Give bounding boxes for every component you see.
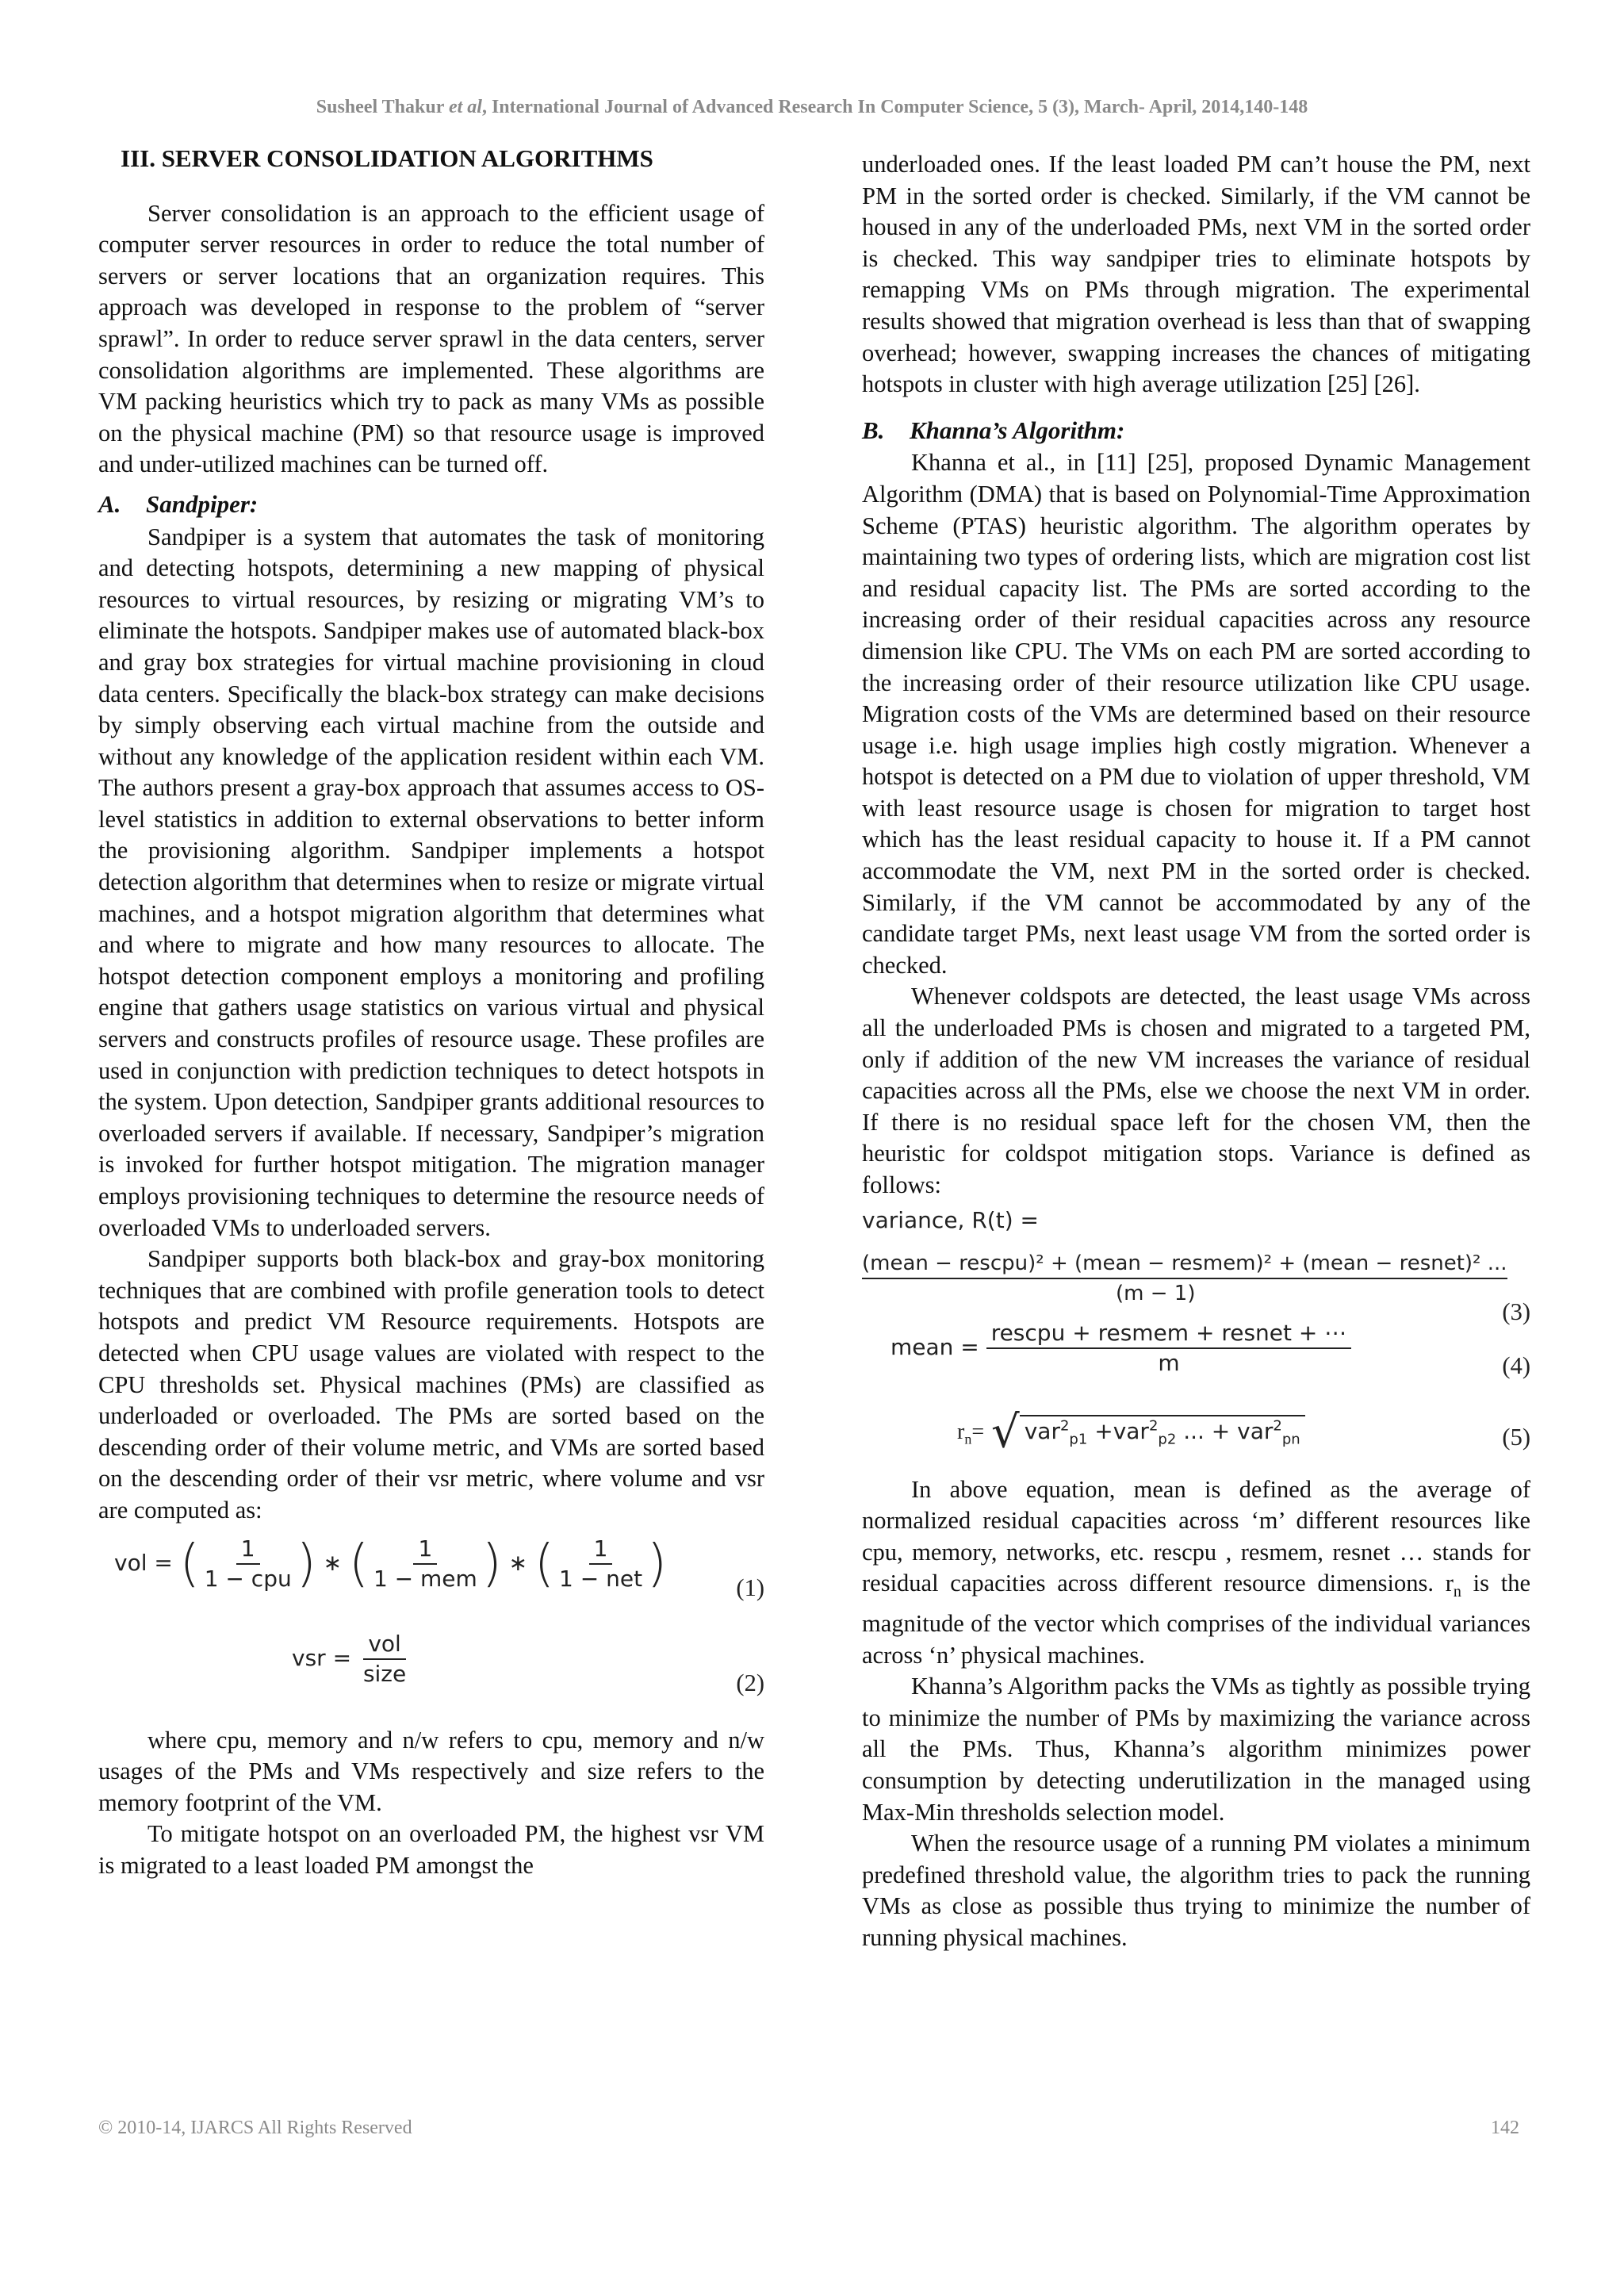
- eq5-number: (5): [1502, 1423, 1530, 1451]
- eq1-op1: ∗: [323, 1549, 343, 1576]
- footer-page-number: 142: [1491, 2118, 1519, 2138]
- header-etal: et al: [448, 97, 482, 117]
- paragraph-sandpiper-1: Sandpiper is a system that automates the task of monitoring and detecting hotspots, determining a new mapping of physical resources to virtual resources, by resizing or migrating VM’s to eliminate the hotspots. Sandpiper makes use of automated black-box and gray box strategies for virtual machine provisioning in cloud data centers. Specifically the black-box strategy can make decisions by simply observing each virtual machine from the outside and without any knowledge of the application resident within each VM. The authors present a gray-box approach that assumes access to OS-level statistics in addition to external observations to better inform the provisioning algorithm. Sandpiper implements a hotspot detection algorithm that determines when to resize or migrate virtual machines, and a hotspot migration algorithm that determines what and where to migrate and how many resources to allocate. The hotspot detection component employs a monitoring and profiling engine that gathers usage statistics on various virtual and physical servers and constructs profiles of resource usage. These profiles are used in conjunction with prediction techniques to detect hotspots in the system. Upon detection, Sandpiper grants additional resources to overloaded servers if available. If necessary, Sandpiper’s migration is invoked for further hotspot mitigation. The migration manager employs provisioning techniques to determine the resource needs of overloaded VMs to underloaded servers.: [98, 523, 764, 1241]
- paragraph-mitigate: To mitigate hotspot on an overloaded PM, the highest vsr VM is migrated to a least loaded PM amongst the: [98, 1820, 764, 1879]
- eq4-number: (4): [1502, 1351, 1530, 1379]
- footer-copyright: © 2010-14, IJARCS All Rights Reserved: [98, 2118, 412, 2138]
- eq1-num1: 1: [236, 1535, 260, 1565]
- subsection-b-title: Khanna’s Algorithm:: [910, 416, 1125, 444]
- equation-2: [98, 1630, 764, 1709]
- paragraph-above-equation: In above equation, mean is defined as the average of normalized residual capacities across ‘m’ different resources like cpu, memory, networks, etc. rescpu , resmem, resnet … stands for residual capacities across different resource dimensions. $r_n$ is the magnitude of the vector which comprises of the individual variances across ‘n’ physical machines.: [862, 1475, 1530, 1669]
- eq3-denominator: (m − 1): [1116, 1281, 1196, 1305]
- paragraph-intro: Server consolidation is an approach to the efficient usage of computer server resources in order to reduce the total number of servers or server locations that an organization requires. This approach was developed in response to the problem of “server sprawl”. In order to reduce server sprawl in the data centers, server consolidation algorithms are implemented. These algorithms are VM packing heuristics which try to pack as many VMs as possible on the physical machine (PM) so that resource usage is improved and under-utilized machines can be turned off.: [98, 199, 764, 478]
- equation-4: [862, 1319, 1530, 1390]
- eq1-den3: 1 − net: [559, 1565, 643, 1592]
- paragraph-where: where cpu, memory and n/w refers to cpu, memory and n/w usages of the PMs and VMs respectively and size refers to the memory footprint of the VM.: [98, 1726, 764, 1816]
- subsection-b-letter: B.: [862, 416, 885, 444]
- paragraph-continued: underloaded ones. If the least loaded PM can’t house the PM, next PM in the sorted order is checked. Similarly, if the VM cannot be housed in any of the underloaded PMs, next VM in the sorted order is checked. This way sandpiper tries to eliminate hotspots by remapping VMs on PMs through migration. The experimental results showed that migration overhead is less than that of swapping overhead; however, swapping increases the chances of mitigating hotspots in cluster with high average utilization [25] [26].: [862, 151, 1530, 398]
- eq4-num: rescpu + resmem + resnet + ⋯: [986, 1319, 1352, 1349]
- eq5-lhs: $r_n=$: [957, 1419, 985, 1447]
- eq1-den2: 1 − mem: [373, 1565, 477, 1592]
- subsection-a-title: Sandpiper:: [146, 489, 259, 518]
- eq5-sqrt: √ var$^2_{p1}$ +var$^2_{p2}$ ... + var$^2_{pn}$: [991, 1411, 1305, 1456]
- equation-3: [862, 1206, 1530, 1325]
- eq4-lhs: mean =: [891, 1333, 979, 1360]
- eq3-numerator: (mean − rescpu)² + (mean − resmem)² + (mean − resnet)² ...: [862, 1249, 1507, 1279]
- eq3-lhs: variance, R(t) =: [862, 1206, 1039, 1233]
- eq1-num3: 1: [589, 1535, 613, 1565]
- subsection-a-heading: [98, 489, 764, 520]
- left-column: [98, 143, 764, 1882]
- eq3-number: (3): [1502, 1297, 1530, 1325]
- paragraph-sandpiper-2: Sandpiper supports both black-box and gray-box monitoring techniques that are combined with profile generation tools to detect hotspots and predict VM Resource requirements. Hotspots are detected when CPU usage values are violated with respect to the CPU thresholds set. Physical machines (PMs) are classified as underloaded or overloaded. The PMs are sorted based on the descending order of their volume metric, and VMs are sorted based on the descending order of their vsr metric, where volume and vsr are computed as:: [98, 1245, 764, 1524]
- right-column: [862, 149, 1530, 1954]
- eq1-den1: 1 − cpu: [204, 1565, 292, 1592]
- paragraph-khanna-2: Whenever coldspots are detected, the least usage VMs across all the underloaded PMs is chosen and migrated to a targeted PM, only if addition of the new VM increases the variance of residual capacities across all the PMs, else we choose the next VM in order. If there is no residual space left for the chosen VM, then the heuristic for coldspot mitigation stops. Variance is defined as follows:: [862, 983, 1530, 1198]
- eq1-num2: 1: [413, 1535, 437, 1565]
- header-journal: , International Journal of Advanced Research In Computer Science, 5 (3), March- April, 2014,140-148: [481, 97, 1308, 117]
- header-author: Susheel Thakur: [316, 97, 444, 117]
- equation-5: [862, 1405, 1530, 1474]
- eq1-op2: ∗: [508, 1549, 528, 1576]
- eq2-den: size: [362, 1660, 407, 1687]
- running-header: [0, 97, 1624, 118]
- eq1-number: (1): [736, 1573, 764, 1601]
- subsection-b-heading: [862, 415, 1530, 447]
- eq4-den: m: [1158, 1349, 1180, 1376]
- subsection-a-letter: A.: [98, 489, 121, 518]
- paragraph-khanna-4: When the resource usage of a running PM violates a minimum predefined threshold value, the algorithm tries to pack the running VMs as close as possible thus trying to minimize the number of running physical machines.: [862, 1830, 1530, 1951]
- eq1-lhs: vol =: [114, 1549, 173, 1576]
- equation-1: vol = ( $\frac{1}{\text{1 − cpu}}$ ) ∗ ( $\frac{1}{\text{1 − mem}}$ ) ∗ ( $\frac{1}{\text{1 − net}}$ ) (1): [114, 1535, 764, 1614]
- eq2-lhs: vsr =: [292, 1644, 352, 1671]
- paragraph-khanna-1: Khanna et al., in [11] [25], proposed Dynamic Management Algorithm (DMA) that is based on Polynomial-Time Approximation Scheme (PTAS) heuristic algorithm. The algorithm operates by maintaining two types of ordering lists, which are migration cost list and residual capacity list. The PMs are sorted according to the increasing order of their residual capacities across any resource dimension like CPU. The VMs on each PM are sorted according to the increasing order of their resource utilization like CPU usage. Migration costs of the VMs are determined based on their resource usage i.e. high usage implies high costly migration. Whenever a hotspot is detected on a PM due to violation of upper threshold, VM with least resource usage is chosen for migration to target host which has the least residual capacity to house it. If a PM cannot accommodate the VM, next PM in the sorted order is checked. Similarly, if the VM cannot be accommodated by any of the candidate target PMs, next least usage VM from the sorted order is checked.: [862, 449, 1530, 979]
- paragraph-khanna-3: Khanna’s Algorithm packs the VMs as tightly as possible trying to minimize the number of PMs by maximizing the variance across all the PMs. Thus, Khanna’s algorithm minimizes power consumption by detecting underutilization in the managed using Max-Min thresholds selection model.: [862, 1673, 1530, 1826]
- eq2-num: vol: [363, 1630, 405, 1660]
- section-title: III. SERVER CONSOLIDATION ALGORITHMS: [121, 144, 653, 172]
- eq2-number: (2): [736, 1669, 764, 1696]
